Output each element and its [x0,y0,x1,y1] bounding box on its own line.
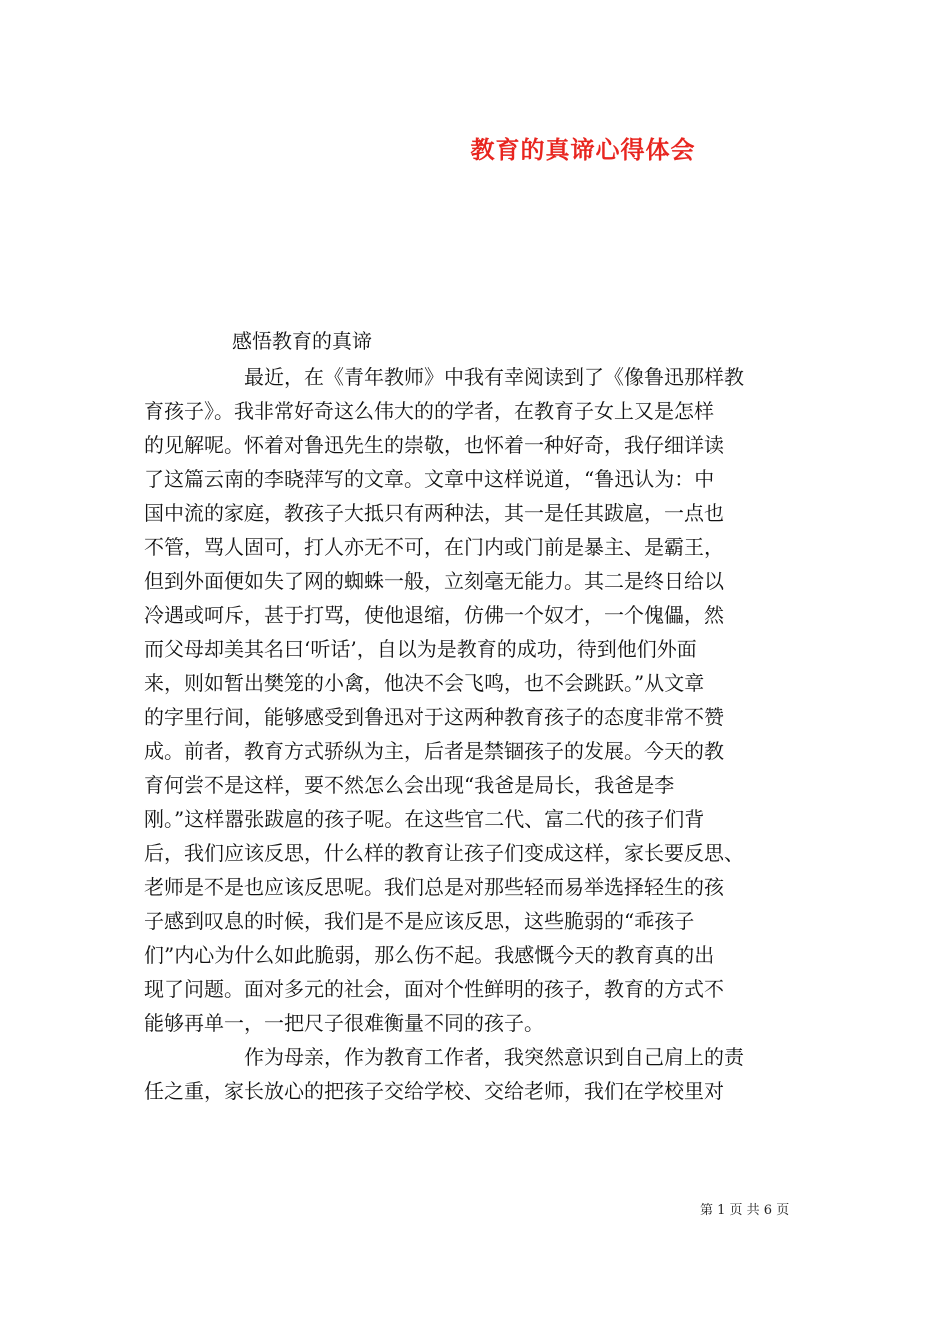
text-line: 国中流的家庭，教孩子大抵只有两种法，其一是任其跋扈，一点也 [144,501,724,525]
text-line: 不管，骂人固可，打人亦无不可，在门内或门前是暴主、是霸王， [144,535,724,559]
text-line: 老师是不是也应该反思呢。我们总是对那些轻而易举选择轻生的孩 [144,875,724,899]
text-line: 了这篇云南的李晓萍写的文章。文章中这样说道，“鲁迅认为：中 [144,467,715,491]
document-title: 教育的真谛心得体会 [470,135,696,164]
text-line: 任之重，家长放心的把孩子交给学校、交给老师，我们在学校里对 [144,1079,724,1103]
paragraph-1 [144,360,808,1040]
text-line: 来，则如暂出樊笼的小禽，他决不会飞鸣，也不会跳跃。”从文章 [144,671,705,695]
text-line: 而父母却美其名曰‘听话’，自以为是教育的成功，待到他们外面 [144,637,697,661]
text-line: 子感到叹息的时候，我们是不是应该反思，这些脆弱的“乖孩子 [144,909,695,933]
page-footer: 第 1 页 共 6 页 [700,1203,790,1218]
text-line: 能够再单一，一把尺子很难衡量不同的孩子。 [144,1011,544,1035]
paragraph-2 [144,1040,808,1108]
text-line: 作为母亲，作为教育工作者，我突然意识到自己肩上的责 [244,1045,744,1069]
body-text [144,360,808,1108]
text-line: 成。前者，教育方式骄纵为主，后者是禁锢孩子的发展。今天的教 [144,739,724,763]
text-line: 但到外面便如失了网的蜘蛛一般，立刻毫无能力。其二是终日给以 [144,569,724,593]
text-line: 冷遇或呵斥，甚于打骂，使他退缩，仿佛一个奴才，一个傀儡，然 [144,603,724,627]
text-line: 育孩子》。我非常好奇这么伟大的的学者，在教育子女上又是怎样 [144,399,714,423]
section-subtitle: 感悟教育的真谛 [232,329,372,353]
text-line: 最近，在《青年教师》中我有幸阅读到了《像鲁迅那样教 [244,365,744,389]
text-line: 现了问题。面对多元的社会，面对个性鲜明的孩子，教育的方式不 [144,977,724,1001]
text-line: 后，我们应该反思，什么样的教育让孩子们变成这样，家长要反思、 [144,841,744,865]
text-line: 育何尝不是这样，要不然怎么会出现“我爸是局长，我爸是李 [144,773,675,797]
text-line: 的见解呢。怀着对鲁迅先生的崇敬，也怀着一种好奇，我仔细详读 [144,433,724,457]
text-line: 刚。”这样嚣张跋扈的孩子呢。在这些官二代、富二代的孩子们背 [144,807,705,831]
text-line: 们”内心为什么如此脆弱，那么伤不起。我感慨今天的教育真的出 [144,943,715,967]
text-line: 的字里行间，能够感受到鲁迅对于这两种教育孩子的态度非常不赞 [144,705,724,729]
